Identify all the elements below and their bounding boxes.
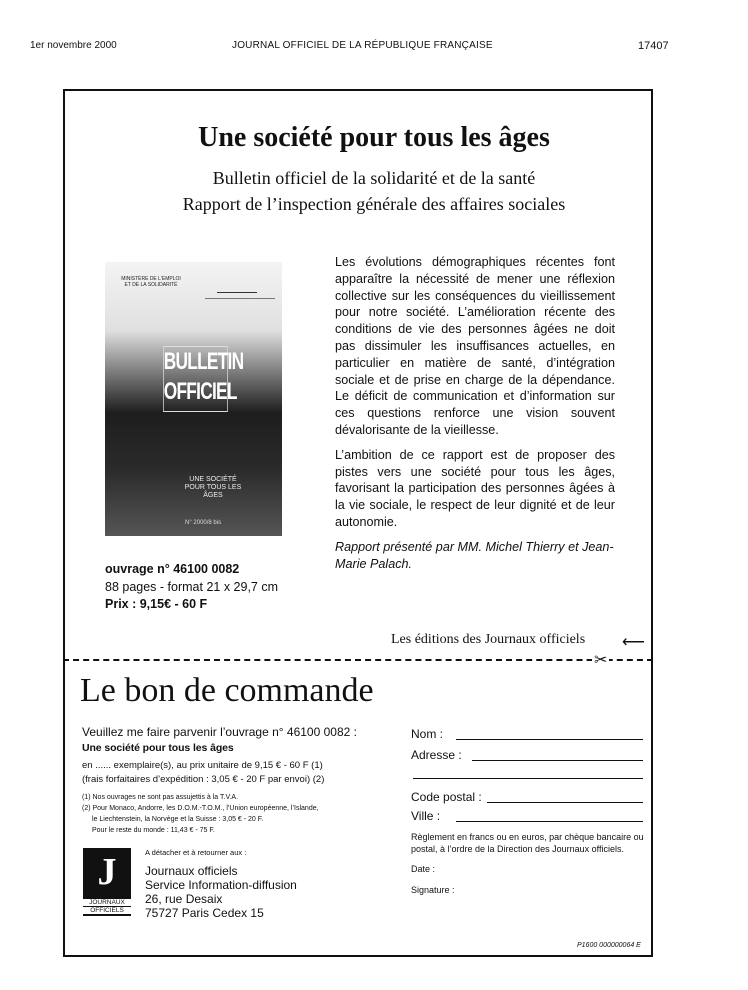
form-reference-code: P1600 000000064 E	[577, 942, 641, 949]
detach-instruction: A détacher et à retourner aux :	[145, 848, 247, 857]
order-book-title: Une société pour tous les âges	[82, 742, 234, 754]
postal-code-field-line[interactable]	[487, 802, 643, 803]
name-field-label: Nom :	[411, 727, 444, 741]
header-date: 1er novembre 2000	[30, 40, 117, 51]
city-field-line[interactable]	[456, 821, 643, 822]
journaux-officiels-logo	[83, 848, 131, 916]
cover-bulletin-line-1: BULLETIN	[163, 348, 244, 375]
book-pages-format: 88 pages - format 21 x 29,7 cm	[105, 580, 279, 594]
cover-bulletin-line-2: OFFICIEL	[163, 378, 237, 405]
description-paragraph-1: Les évolutions démographiques récentes font apparaître la nécessité de mener une réflexion collective sur les conséquences du vieillissement pour notre société. L’amélioration récente des conditions de vie des personnes âgées ne doit pas dissimuler les insuffisances actuelles, en particulier en matière de santé, d’intégration sociale et de prise en charge de la dépendance. Le déficit de communication et d’information sur ces questions renforce une vision souvent dévalorisante de la vieillesse.	[335, 255, 615, 437]
header-page-number: 17407	[638, 40, 669, 52]
logo-text-line-1: JOURNAUX	[83, 899, 131, 906]
book-reference-number: ouvrage n° 46100 0082	[105, 562, 240, 576]
address-line-3: 26, rue Desaix	[145, 892, 223, 906]
order-footnote-4: Pour le reste du monde : 11,43 € - 75 F.	[92, 827, 215, 834]
order-footnote-2: (2) Pour Monaco, Andorre, les D.O.M.-T.O.M., l’Union européenne, l’Islande,	[82, 805, 319, 812]
signature-label: Signature :	[411, 885, 455, 895]
scissors-icon: ✂	[594, 652, 608, 669]
cover-book-title: UNE SOCIÉTÉ POUR TOUS LES ÂGES	[184, 476, 242, 499]
report-credit: Rapport présenté par MM. Michel Thierry et Jean-Marie Palach.	[335, 539, 614, 571]
cover-bulletin-title	[163, 346, 244, 412]
ad-subtitle-2: Rapport de l’inspection générale des affaires sociales	[182, 194, 566, 214]
address-field-line-2[interactable]	[413, 778, 643, 779]
book-price: Prix : 9,15€ - 60 F	[105, 597, 208, 611]
order-quantity-line: en ...... exemplaire(s), au prix unitaire de 9,15 € - 60 F (1)	[82, 760, 323, 771]
description-paragraph-2: L’ambition de ce rapport est de proposer des pistes vers une société pour tous les âges, favorisant la participation des personnes âgées à la vie sociale, le respect de leur dignité et de leur autonomie.	[335, 447, 615, 529]
address-line-4: 75727 Paris Cedex 15	[145, 906, 264, 920]
bulletin-cover-image	[105, 262, 282, 536]
header-journal-title: JOURNAL OFFICIEL DE LA RÉPUBLIQUE FRANÇAISE	[232, 40, 493, 51]
cut-line	[63, 659, 653, 661]
cover-ministry: MINISTÈRE DE L'EMPLOI ET DE LA SOLIDARITÉ	[121, 276, 181, 288]
address-field-label: Adresse :	[411, 748, 462, 762]
ad-title: Une société pour tous les âges	[198, 122, 550, 153]
postal-code-field-label: Code postal :	[411, 790, 482, 804]
address-line-1: Journaux officiels	[145, 864, 238, 878]
ad-description	[335, 254, 615, 580]
order-shipping-line: (frais forfaitaires d’expédition : 3,05 € - 20 F par envoi) (2)	[82, 774, 325, 785]
logo-mark-icon: J	[97, 851, 117, 893]
cover-emblem	[217, 270, 257, 293]
publisher-line: Les éditions des Journaux officiels	[391, 632, 586, 647]
address-field-line-1[interactable]	[472, 760, 643, 761]
order-footnote-3: le Liechtenstein, la Norvège et la Suisse : 3,05 € - 20 F.	[92, 816, 264, 823]
cover-rule	[205, 298, 275, 299]
payment-note: Règlement en francs ou en euros, par chèque bancaire ou postal, à l’ordre de la Direction des Journaux officiels.	[411, 832, 644, 854]
logo-text-line-2: OFFICIELS	[83, 907, 131, 914]
left-arrow-icon: ⟵	[622, 634, 645, 651]
order-footnote-1: (1) Nos ouvrages ne sont pas assujettis à la T.V.A.	[82, 794, 239, 801]
order-intro: Veuillez me faire parvenir l’ouvrage n° 46100 0082 :	[82, 725, 357, 739]
name-field-line[interactable]	[456, 739, 643, 740]
date-label: Date :	[411, 864, 436, 874]
city-field-label: Ville :	[411, 809, 441, 823]
order-form-heading: Le bon de commande	[80, 672, 374, 709]
address-line-2: Service Information-diffusion	[145, 878, 297, 892]
cover-issue-number: N° 2000/8 bis	[185, 520, 222, 526]
ad-subtitle-1: Bulletin officiel de la solidarité et de la santé	[212, 168, 536, 188]
